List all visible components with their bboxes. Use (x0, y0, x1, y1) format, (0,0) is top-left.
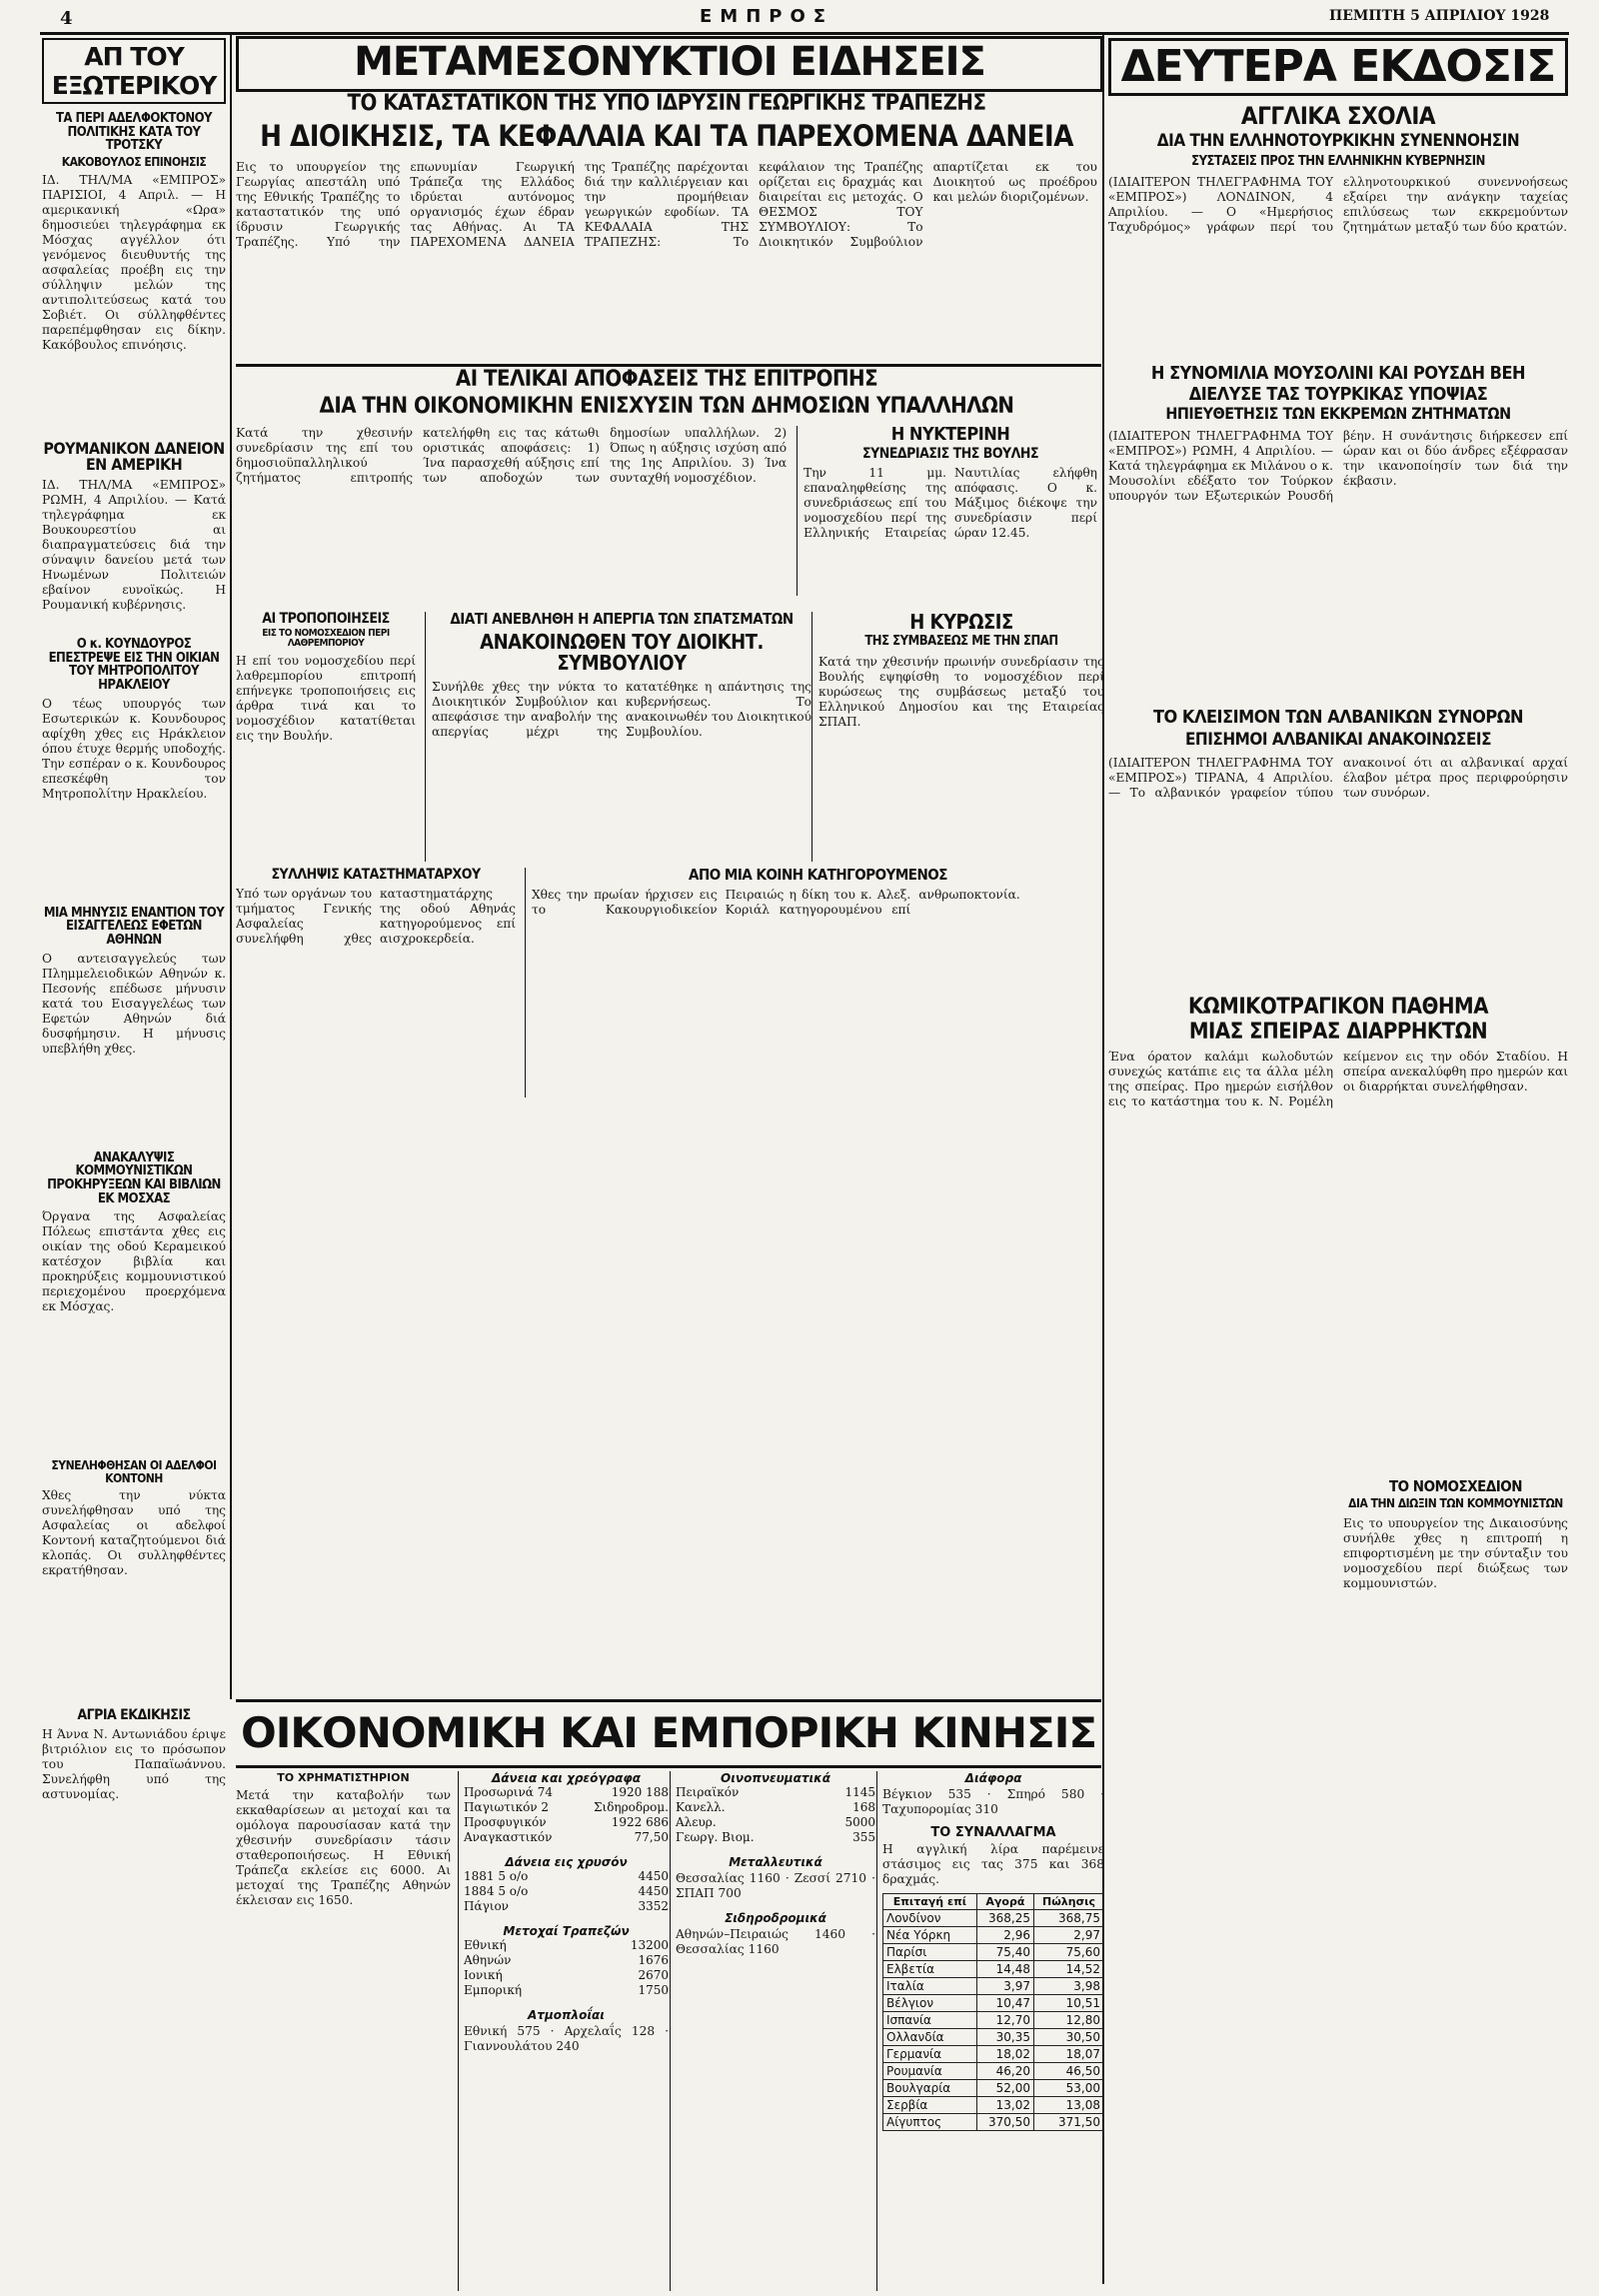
quote-value: 1145 (844, 1785, 875, 1799)
right-art5-text: Εις το υπουργείον της Δικαιοσύνης συνήλθε χθες η επιτροπή η επιφορτισμένη με την σύνταξιν του νομοσχεδίου περί διώξεως των κομμουνιστών. (1343, 1515, 1568, 1590)
left-art1-sub: ΚΑΚΟΒΟΥΛΟΣ ΕΠΙΝΟΗΣΙΣ (61, 154, 207, 169)
left-art2-text: ΙΔ. ΤΗΛ/ΜΑ «ΕΜΠΡΟΣ» ΡΩΜΗ, 4 Απριλίου. — Κατά τηλεγράφημα εκ Βουκουρεστίου αι διαπραγματεύσεις διά την σύναψιν δανείου μετά των Ηνωμένων Πολιτειών εβαίνον ευνοϊκώς. Η Ρουμανική κυβέρνησις. (42, 478, 226, 613)
arrest-text: Υπό των οργάνων του τμήματος Γενικής Ασφαλείας συνελήφθη χθες καταστηματάρχης της οδού Αθηνάς κατηγορούμενος επί αισχροκερδεία. (236, 886, 516, 946)
fx-cell-city: Ισπανία (883, 2012, 977, 2029)
fx-column (876, 1771, 1104, 2291)
left-art7-head: ΑΓΡΙΑ ΕΚΔΙΚΗΣΙΣ (77, 1707, 191, 1724)
night-head-2: ΣΥΝΕΔΡΙΑΣΙΣ ΤΗΣ ΒΟΥΛΗΣ (862, 446, 1039, 463)
stationery-text: Αθηνών–Πειραιώς 1460 · Θεσσαλίας 1160 (676, 1927, 875, 1956)
fx-cell-sell: 12,80 (1034, 2012, 1104, 2029)
left-art3-head: Ο κ. ΚΟΥΝΔΟΥΡΟΣ ΕΠΕΣΤΡΕΨΕ ΕΙΣ ΤΗΝ ΟΙΚΙΑΝ ΤΟΥ ΜΗΤΡΟΠΟΛΙΤΟΥ ΗΡΑΚΛΕΙΟΥ (48, 637, 220, 694)
issue-date: ΠΕΜΠΤΗ 5 ΑΠΡΙΛΙΟΥ 1928 (1329, 8, 1550, 24)
decision-article (236, 368, 1097, 608)
quote-row (676, 1830, 875, 1845)
decision-head-2: ΔΙΑ ΤΗΝ ΟΙΚΟΝΟΜΙΚΗΝ ΕΝΙΣΧΥΣΙΝ ΤΩΝ ΔΗΜΟΣΙΩΝ ΥΠΑΛΛΗΛΩΝ (319, 394, 1014, 420)
quote-value: 1750 (638, 1983, 669, 1997)
fx-table (882, 1893, 1104, 2131)
decision-head-1: ΑΙ ΤΕΛΙΚΑΙ ΑΠΟΦΑΣΕΙΣ ΤΗΣ ΕΠΙΤΡΟΠΗΣ (455, 368, 878, 392)
quote-value: 355 (852, 1830, 875, 1844)
night-text: Την 11 μμ. επαναληφθείσης της συνεδριάσεως επί του νομοσχεδίου περί της Ελληνικής Εταιρείας Ναυτιλίας ελήφθη απόφασις. Ο κ. Μάξιμος διέκοψε την συνεδρίασιν περί ώραν 12.45. (803, 465, 1097, 540)
right-art1-head-1: ΑΓΓΛΙΚΑ ΣΧΟΛΙΑ (1240, 102, 1436, 130)
quote-row (676, 1800, 875, 1815)
quote-name: Εμπορική (464, 1983, 523, 1997)
quote-name: Κανελλ. (676, 1800, 726, 1814)
quote-name: Παγιωτικόν 2 (464, 1800, 550, 1814)
fx-cell-buy: 12,70 (976, 2012, 1033, 2029)
fx-cell-buy: 10,47 (976, 1995, 1033, 2012)
right-art3-head-2: ΕΠΙΣΗΜΟΙ ΑΛΒΑΝΙΚΑΙ ΑΝΑΚΟΙΝΩΣΕΙΣ (1184, 730, 1492, 751)
quote-value: 13200 (630, 1938, 669, 1952)
fx-row (883, 2063, 1104, 2080)
fx-cell-city: Σερβία (883, 2097, 977, 2114)
finance-banner (236, 1705, 1101, 1763)
gold-list (464, 1869, 669, 1914)
stationery-head: Σιδηροδρομικά (725, 1911, 826, 1925)
quote-row (464, 1938, 669, 1953)
quote-value: 77,50 (634, 1830, 669, 1844)
fx-cell-city: Λονδίνον (883, 1910, 977, 1927)
rate-text: Βέγκιον 535 · Σπηρό 580 · Ταχυπορομίας 310 (882, 1787, 1104, 1816)
right-art4-head-1: ΚΩΜΙΚΟΤΡΑΓΙΚΟΝ ΠΑΘΗΜΑ (1187, 994, 1489, 1020)
quote-name: Πειραϊκόν (676, 1785, 740, 1799)
quote-row (464, 1869, 669, 1884)
quote-name: Προσωρινά 74 (464, 1785, 553, 1799)
lead-head-2: Η ΔΙΟΙΚΗΣΙΣ, ΤΑ ΚΕΦΑΛΑΙΑ ΚΑΙ ΤΑ ΠΑΡΕΧΟΜΕΝΑ ΔΑΝΕΙΑ (260, 119, 1073, 154)
market-head: ΤΟ ΣΥΝΑΛΛΑΓΜΑ (930, 1825, 1056, 1840)
exchange-head: ΤΟ ΧΡΗΜΑΤΙΣΤΗΡΙΟΝ (277, 1771, 410, 1784)
fx-row (883, 2080, 1104, 2097)
quote-value: 1920 188 (611, 1785, 669, 1799)
fx-cell-city: Βέλγιον (883, 1995, 977, 2012)
center-banner (236, 36, 1103, 92)
fx-cell-buy: 13,02 (976, 2097, 1033, 2114)
left-art5-text: Όργανα της Ασφαλείας Πόλεως επιστάντα χθες εις οικίαν της οδού Κεραμεικού κατέσχον βιβλία και προκηρύξεις κομμουνιστικού περιεχομένου προερχόμενα εκ Μόσχας. (42, 1209, 226, 1314)
quote-name: Γεωργ. Βιομ. (676, 1830, 755, 1844)
page-header (0, 0, 1599, 30)
fx-col-buy: Αγορά (976, 1894, 1033, 1910)
gold-head: Δάνεια εις χρυσόν (505, 1855, 628, 1869)
finance-title: ΟΙΚΟΝΟΜΙΚΗ ΚΑΙ ΕΜΠΟΡΙΚΗ ΚΙΝΗΣΙΣ (240, 1708, 1097, 1757)
right-art3-text: (ΙΔΙΑΙΤΕΡΟΝ ΤΗΛΕΓΡΑΦΗΜΑ ΤΟΥ «ΕΜΠΡΟΣ») ΤΙΡΑΝΑ, 4 Απριλίου. — Το αλβανικόν γραφείον τύπου ανακοινοί ότι αι αλβανικαί αρχαί έλαβον μέτρα προς περιφρούρησιν των συνόρων. (1108, 755, 1568, 800)
left-art6-text: Χθες την νύκτα συνελήφθησαν υπό της Ασφαλείας οι αδελφοί Κοντονή καταζητούμενοι διά κλοπάς. Οι συλληφθέντες εκρατήθησαν. (42, 1488, 226, 1578)
lead-head-1: ΤΟ ΚΑΤΑΣΤΑΤΙΚΟΝ ΤΗΣ ΥΠΟ ΙΔΡΥΣΙΝ ΓΕΩΡΓΙΚΗΣ ΤΡΑΠΕΖΗΣ (347, 92, 986, 116)
ship-head: Ατμοπλοΐαι (528, 2008, 605, 2022)
fx-cell-buy: 2,96 (976, 1927, 1033, 1944)
fx-row (883, 2046, 1104, 2063)
fx-cell-sell: 53,00 (1034, 2080, 1104, 2097)
right-art2-head-2: ΔΙΕΛΥΣΕ ΤΑΣ ΤΟΥΡΚΙΚΑΣ ΥΠΟΨΙΑΣ (1188, 383, 1488, 405)
center-banner-title: ΜΕΤΑΜΕΣΟΝΥΚΤΙΟΙ ΕΙΔΗΣΕΙΣ (354, 39, 985, 85)
fx-row (883, 1961, 1104, 1978)
lead-text: Εις το υπουργείον της Γεωργίας απεστάλη υπό της Εθνικής Τραπέζης το καταστατικόν της υπό ίδρυσιν Γεωργικής Τραπέζης. Υπό την επωνυμίαν Γεωργική Τράπεζα της Ελλάδος ιδρύεται αυτόνομος οργανισμός έχων έδραν τας Αθήνας. Αι ΤΑ ΠΑΡΕΧΟΜΕΝΑ ΔΑΝΕΙΑ της Τραπέζης παρέχονται διά την καλλιέργειαν και την προμήθειαν γεωργικών εφοδίων. ΤΑ ΚΕΦΑΛΑΙΑ ΤΗΣ ΤΡΑΠΕΖΗΣ: Το κεφάλαιον της Τραπέζης ορίζεται εις δραχμάς και διαιρείται εις μετοχάς. Ο ΘΕΣΜΟΣ ΤΟΥ ΣΥΜΒΟΥΛΙΟΥ: Το Διοικητικόν Συμβούλιον απαρτίζεται εκ του Διοικητού ως προέδρου και μελών διοριζομένων. (236, 159, 1097, 249)
right-art1-sub: ΣΥΣΤΑΣΕΙΣ ΠΡΟΣ ΤΗΝ ΕΛΛΗΝΙΚΗΝ ΚΥΒΕΡΝΗΣΙΝ (1191, 154, 1485, 170)
fx-cell-sell: 14,52 (1034, 1961, 1104, 1978)
right-art4-head-2: ΜΙΑΣ ΣΠΕΙΡΑΣ ΔΙΑΡΡΗΚΤΩΝ (1188, 1020, 1488, 1046)
right-art5-head-1: ΤΟ ΝΟΜΟΣΧΕΔΙΟΝ (1388, 1477, 1523, 1496)
quote-value: 1676 (638, 1953, 669, 1967)
bonds-head: Δάνεια και χρεόγραφα (492, 1771, 641, 1785)
fx-cell-buy: 52,00 (976, 2080, 1033, 2097)
fx-cell-buy: 370,50 (976, 2114, 1033, 2131)
quote-value: 168 (852, 1800, 875, 1814)
fx-cell-sell: 13,08 (1034, 2097, 1104, 2114)
night-head-1: Η ΝΥΚΤΕΡΙΝΗ (890, 424, 1010, 446)
quote-value: 3352 (638, 1899, 669, 1913)
right-art1-text: (ΙΔΙΑΙΤΕΡΟΝ ΤΗΛΕΓΡΑΦΗΜΑ ΤΟΥ «ΕΜΠΡΟΣ») ΛΟΝΔΙΝΟΝ, 4 Απριλίου. — Ο «Ημερήσιος Ταχυδρόμος» γράφων περί του ελληνοτουρκικού συνεννοήσεως εξαίρει την ανάγκην ταχείας επιλύσεως των εκκρεμούντων ζητημάτων μεταξύ των δύο κρατών. (1108, 174, 1568, 234)
exchange-column (236, 1771, 451, 2291)
fx-cell-city: Νέα Υόρκη (883, 1927, 977, 1944)
header-rule (40, 32, 1569, 35)
fx-row (883, 1995, 1104, 2012)
fx-cell-city: Αίγυπτος (883, 2114, 977, 2131)
left-art7-text: Η Άννα Ν. Αντωνιάδου έριψε βιτριόλιον εις το πρόσωπον του Παπαϊωάννου. Συνελήφθη υπό της αστυνομίας. (42, 1727, 226, 1802)
fx-cell-buy: 46,20 (976, 2063, 1033, 2080)
finance-rule (236, 1699, 1101, 1702)
fx-cell-city: Ολλανδία (883, 2029, 977, 2046)
fx-cell-city: Ιταλία (883, 1978, 977, 1995)
page-number: 4 (60, 8, 73, 29)
arrest-head: ΣΥΛΛΗΨΙΣ ΚΑΤΑΣΤΗΜΑΤΑΡΧΟΥ (271, 868, 481, 883)
quote-row (676, 1785, 875, 1800)
decision-rule (236, 364, 1101, 367)
quote-row (464, 1953, 669, 1968)
amend-text: Η επί του νομοσχεδίου περί λαθρεμπορίου επιτροπή επήνεγκε τροποποιήσεις εις άρθρα τινά και το νομοσχέδιον κατατίθεται εις την Βουλήν. (236, 653, 416, 743)
quote-name: Εθνική (464, 1938, 507, 1952)
fx-cell-buy: 368,25 (976, 1910, 1033, 1927)
quote-name: Αναγκαστικόν (464, 1830, 553, 1844)
metal-text: Θεσσαλίας 1160 · Ζεσσί 2710 · ΣΠΑΠ 700 (676, 1871, 875, 1900)
metal-head: Μεταλλευτικά (729, 1855, 822, 1869)
fx-cell-sell: 368,75 (1034, 1910, 1104, 1927)
quote-row (464, 1983, 669, 1998)
left-column-title: ΑΠ ΤΟΥ ΕΞΩΤΕΡΙΚΟΥ (42, 38, 226, 104)
left-art2-head: ΡΟΥΜΑΝΙΚΟΝ ΔΑΝΕΙΟΝ ΕΝ ΑΜΕΡΙΚΗ (43, 438, 225, 475)
lead-article (236, 92, 1097, 362)
quote-row (464, 1899, 669, 1914)
quote-row (464, 1815, 669, 1830)
finance-rule-2 (236, 1765, 1101, 1768)
arrest-article (236, 868, 516, 1098)
fx-cell-sell: 75,60 (1034, 1944, 1104, 1961)
rate-head: Διάφορα (964, 1771, 1022, 1785)
strike-head-1: ΔΙΑΤΙ ΑΝΕΒΛΗΘΗ Η ΑΠΕΡΓΙΑ ΤΩΝ ΣΠΑΤΣΜΑΤΩΝ (450, 612, 794, 628)
indust-head: Οινοπνευματικά (721, 1771, 830, 1785)
fx-row (883, 2029, 1104, 2046)
fx-row (883, 1944, 1104, 1961)
fx-cell-buy: 75,40 (976, 1944, 1033, 1961)
shares-head: Μετοχαί Τραπεζών (503, 1924, 630, 1938)
quote-row (464, 1785, 669, 1800)
fx-row (883, 1910, 1104, 1927)
fx-cell-sell: 30,50 (1034, 2029, 1104, 2046)
left-art3-text: Ο τέως υπουργός των Εσωτερικών κ. Κουνδουρος αφίχθη χθες εις Ηράκλειον όπου έτυχε θερμής υποδοχής. Την εσπέραν ο κ. Κουνδουρος επεσκέφθη τον Μητροπολίτην Ηρακλείου. (42, 696, 226, 801)
quote-value: Σιδηροδρομ. (594, 1800, 669, 1814)
quote-name: Προσφυγικόν (464, 1815, 547, 1829)
crime-article (525, 868, 1104, 1098)
quote-value: 2670 (638, 1968, 669, 1982)
exchange-text: Μετά την καταβολήν των εκκαθαρίσεων αι μετοχαί και τα ομόλογα παρουσίασαν κατά την χθεσινήν συνεδρίασιν τάσιν σταθεροποιήσεως. Η Εθνική Τράπεζα εκλείσε εις 6000. Αι μετοχαί της Τραπέζης Αθηνών έκλεισαν εις 1650. (236, 1788, 451, 1907)
fx-cell-sell: 10,51 (1034, 1995, 1104, 2012)
right-column-title: ΔΕΥΤΕΡΑ ΕΚΔΟΣΙΣ (1108, 38, 1568, 96)
quote-name: Πάγιον (464, 1899, 509, 1913)
fx-cell-city: Βουλγαρία (883, 2080, 977, 2097)
fx-cell-buy: 14,48 (976, 1961, 1033, 1978)
right-column (1108, 38, 1568, 2287)
left-art1-head: ΤΑ ΠΕΡΙ ΑΔΕΛΦΟΚΤΟΝΟΥ ΠΟΛΙΤΙΚΗΣ ΚΑΤΑ ΤΟΥ ΤΡΟΤΣΚΥ (55, 111, 213, 154)
left-art6-head: ΣΥΝΕΛΗΦΘΗΣΑΝ ΟΙ ΑΔΕΛΦΟΙ ΚΟΝΤΟΝΗ (51, 1458, 217, 1485)
quote-row (464, 1800, 669, 1815)
quote-row (464, 1830, 669, 1845)
right-art5-head-2: ΔΙΑ ΤΗΝ ΔΙΩΞΙΝ ΤΩΝ ΚΟΜΜΟΥΝΙΣΤΩΝ (1348, 1495, 1563, 1510)
right-art2-head-3: ΗΠΙΕΥΘΕΤΗΣΙΣ ΤΩΝ ΕΚΚΡΕΜΩΝ ΖΗΤΗΜΑΤΩΝ (1165, 404, 1511, 424)
quote-name: Ιονική (464, 1968, 503, 1982)
fx-cell-sell: 371,50 (1034, 2114, 1104, 2131)
market-text: Η αγγλική λίρα παρέμεινε στάσιμος εις τας 375 και 368 δραχμάς. (882, 1842, 1104, 1886)
quote-row (464, 1884, 669, 1899)
right-art2-head-1: Η ΣΥΝΟΜΙΛΙΑ ΜΟΥΣΟΛΙΝΙ ΚΑΙ ΡΟΥΣΔΗ ΒΕΗ (1150, 362, 1526, 384)
fx-cell-city: Ρουμανία (883, 2063, 977, 2080)
strike-article (425, 612, 811, 862)
quote-name: 1881 5 ο/ο (464, 1869, 529, 1883)
quote-value: 1922 686 (611, 1815, 669, 1829)
quote-value: 4450 (638, 1884, 669, 1898)
ratify-article (811, 612, 1104, 862)
quote-value: 5000 (844, 1815, 875, 1829)
bonds-column (458, 1771, 669, 2291)
fx-cell-sell: 46,50 (1034, 2063, 1104, 2080)
indust-list (676, 1785, 875, 1845)
left-column (42, 38, 226, 2287)
amend-head-2: ΕΙΣ ΤΟ ΝΟΜΟΣΧΕΔΙΟΝ ΠΕΡΙ ΛΑΘΡΕΜΠΟΡΙΟΥ (262, 627, 390, 650)
paper-name: ΕΜΠΡΟΣ (700, 6, 834, 27)
fx-cell-sell: 18,07 (1034, 2046, 1104, 2063)
strike-text: Συνήλθε χθες την νύκτα το Διοικητικόν Συμβούλιον και απεφάσισε την αναβολήν της απεργίας μέχρι της κατατέθηκε η απάντησις της κυβερνήσεως. Το ανακοινωθέν του Διοικητικού Συμβουλίου. (432, 679, 811, 739)
quote-value: 4450 (638, 1869, 669, 1883)
quote-name: 1884 5 ο/ο (464, 1884, 529, 1898)
fx-col-sell: Πώλησις (1034, 1894, 1104, 1910)
fx-cell-city: Παρίσι (883, 1944, 977, 1961)
right-art3-head-1: ΤΟ ΚΛΕΙΣΙΜΟΝ ΤΩΝ ΑΛΒΑΝΙΚΩΝ ΣΥΝΟΡΩΝ (1152, 707, 1524, 729)
left-art5-head: ΑΝΑΚΑΛΥΨΙΣ ΚΟΜΜΟΥΝΙΣΤΙΚΩΝ ΠΡΟΚΗΡΥΞΕΩΝ ΚΑΙ ΒΙΒΛΙΩΝ ΕΚ ΜΟΣΧΑΣ (47, 1149, 221, 1206)
fx-cell-city: Ελβετία (883, 1961, 977, 1978)
fx-cell-buy: 30,35 (976, 2029, 1033, 2046)
fx-col-city: Επιταγή επί (883, 1894, 977, 1910)
fx-row (883, 1927, 1104, 1944)
crime-text: Χθες την πρωίαν ήρχισεν εις το Κακουργιοδικείον Πειραιώς η δίκη του κ. Αλεξ. Κοριάλ κατηγορουμένου επί ανθρωποκτονία. (532, 887, 1020, 917)
left-art4-head: ΜΙΑ ΜΗΝΥΣΙΣ ΕΝΑΝΤΙΟΝ ΤΟΥ ΕΙΣΑΓΓΕΛΕΩΣ ΕΦΕΤΩΝ ΑΘΗΝΩΝ (43, 905, 225, 948)
left-art4-text: Ο αντεισαγγελεύς των Πλημμελειοδικών Αθηνών κ. Πεσονής επέδωσε μήνυσιν κατά του Εισαγγελέως των Εφετών Αθηνών διά δυσφήμησιν. Η μήνυσις υπεβλήθη χθες. (42, 951, 226, 1056)
ratify-head-2: ΤΗΣ ΣΥΜΒΑΣΕΩΣ ΜΕ ΤΗΝ ΣΠΑΠ (864, 634, 1058, 649)
bonds-list (464, 1785, 669, 1845)
amend-article (236, 612, 416, 862)
crime-head: ΑΠΟ ΜΙΑ ΚΟΙΝΗ ΚΑΤΗΓΟΡΟΥΜΕΝΟΣ (689, 868, 947, 884)
fx-row (883, 2114, 1104, 2131)
fx-cell-sell: 3,98 (1034, 1978, 1104, 1995)
right-art4-text: Ένα όρατον καλάμι κωλοδυτών συνεχώς κατάπιε εις τα άλλα μέλη της σπείρας. Προ ημερών εισήλθον εις το κατάστημα του κ. Ν. Ρομέλη κείμενον εις την οδόν Σταδίου. Η σπείρα ανεκαλύφθη προ ημερών και οι διαρρήκται συνελήφθησαν. (1108, 1050, 1568, 1110)
strike-head-2: ΑΝΑΚΟΙΝΩΘΕΝ ΤΟΥ ΔΙΟΙΚΗΤ. ΣΥΜΒΟΥΛΙΟΥ (480, 629, 764, 675)
shares-list (464, 1938, 669, 1998)
fx-cell-city: Γερμανία (883, 2046, 977, 2063)
quote-row (464, 1968, 669, 1983)
ratify-text: Κατά την χθεσινήν πρωινήν συνεδρίασιν της Βουλής εψηφίσθη το νομοσχέδιον περί κυρώσεως της συμβάσεως μεταξύ του Ελληνικού Δημοσίου και της Εταιρείας ΣΠΑΠ. (818, 654, 1104, 729)
quote-name: Αλευρ. (676, 1815, 717, 1829)
fx-row (883, 2012, 1104, 2029)
quote-name: Αθηνών (464, 1953, 512, 1967)
fx-cell-sell: 2,97 (1034, 1927, 1104, 1944)
industry-column (670, 1771, 875, 2291)
amend-head-1: ΑΙ ΤΡΟΠΟΠΟΙΗΣΕΙΣ (262, 612, 390, 627)
fx-row (883, 2097, 1104, 2114)
quote-row (676, 1815, 875, 1830)
fx-row (883, 1978, 1104, 1995)
left-art1-text: ΙΔ. ΤΗΛ/ΜΑ «ΕΜΠΡΟΣ» ΠΑΡΙΣΙΟΙ, 4 Απριλ. — Η αμερικανική «Ωρα» δημοσιεύει τηλεγράφημα εκ Μόσχας αγγέλλον ότι γενόμενος διευθυντής της ασφαλείας προέβη εις την σύλληψιν μελών της αντιπολιτεύσεως κατά του Σοβιέτ. Οι σύλληφθέντες παρεπέμφθησαν εις δίκην. Κακόβουλος επινόησις. (42, 172, 226, 352)
divider-left (230, 35, 232, 1699)
ship-text: Εθνική 575 · Αρχελαΐς 128 · Γιαννουλάτου 240 (464, 2024, 669, 2053)
ratify-head-1: Η ΚΥΡΩΣΙΣ (909, 612, 1013, 634)
decision-text: Κατά την χθεσινήν συνεδρίασιν της επί του δημοσιοϋπαλληλικού ζητήματος επιτροπής κατελήφθη εις τας κάτωθι οριστικάς αποφάσεις: 1) Ίνα παρασχεθή αύξησις επί των αποδοχών των δημοσίων υπαλλήλων. 2) Όπως η αύξησις ισχύση από της 1ης Απριλίου. 3) Ίνα συνταχθή νομοσχέδιον. (236, 426, 788, 486)
fx-cell-buy: 18,02 (976, 2046, 1033, 2063)
right-art1-head-2: ΔΙΑ ΤΗΝ ΕΛΛΗΝΟΤΟΥΡΚΙΚΗΝ ΣΥΝΕΝΝΟΗΣΙΝ (1156, 131, 1520, 152)
right-art2-text: (ΙΔΙΑΙΤΕΡΟΝ ΤΗΛΕΓΡΑΦΗΜΑ ΤΟΥ «ΕΜΠΡΟΣ») ΡΩΜΗ, 4 Απριλίου. — Κατά τηλεγράφημα εκ Μιλάνου ο κ. Μουσολίνι εδέξατο τον Τούρκον υπουργόν των Εξωτερικών Ρουσδή βέην. Η συνάντησις διήρκεσεν επί ώραν και οι δύο άνδρες εξέφρασαν την ικανοποίησίν των διά την έκβασιν. (1108, 429, 1568, 504)
fx-cell-buy: 3,97 (976, 1978, 1033, 1995)
